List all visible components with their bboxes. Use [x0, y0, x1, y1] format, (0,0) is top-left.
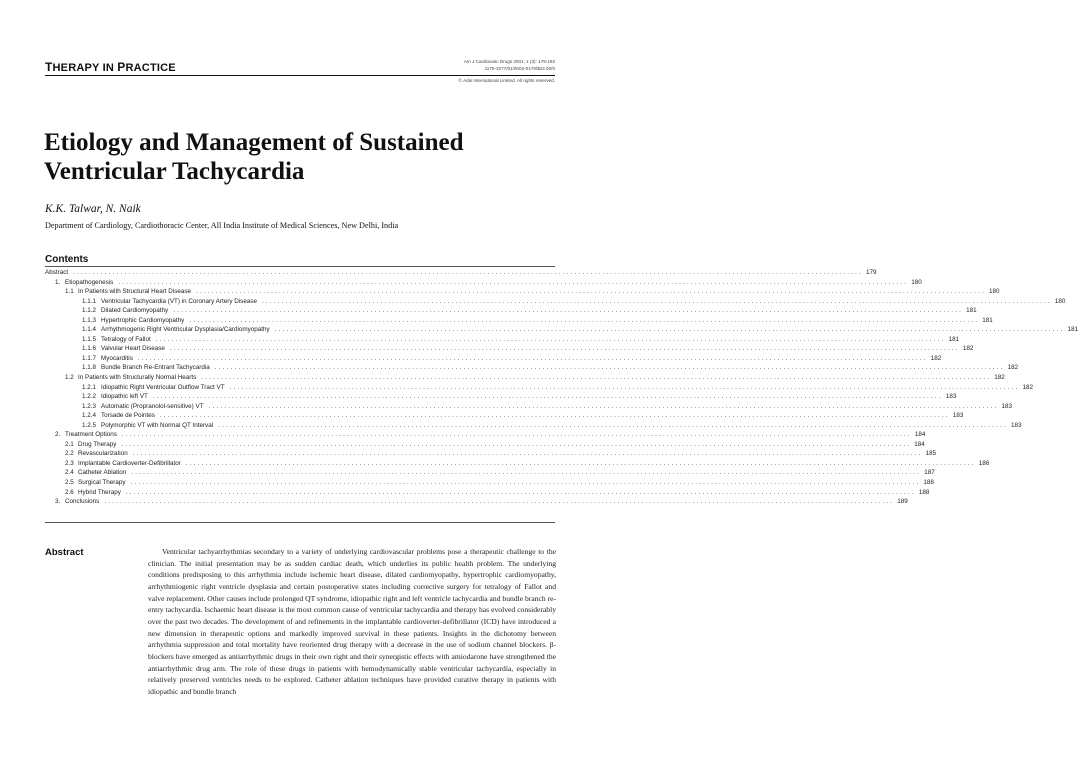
toc-entry-label: Revascularization: [78, 450, 128, 458]
toc-leader-dots: ........................................................................................................................................................................................................: [185, 459, 976, 467]
toc-leader-dots: ........................................................................................................................................................................................................: [214, 364, 1005, 372]
toc-leader-dots: ........................................................................................................................................................................................................: [73, 269, 864, 276]
toc-leader-dots: ........................................................................................................................................................................................................: [104, 498, 895, 506]
toc-leader-dots: ........................................................................................................................................................................................................: [137, 354, 928, 362]
toc-entry-number: 1.1.1: [82, 297, 97, 305]
toc-entry-page: 185: [925, 450, 937, 458]
toc-leader-dots: ........................................................................................................................................................................................................: [131, 469, 922, 477]
toc-entry-label: Myocarditis: [101, 354, 133, 362]
toc-entry-number: 1.2.4: [82, 412, 97, 420]
toc-entry: [45, 402, 1012, 412]
toc-entry-number: 1.1.6: [82, 345, 97, 353]
toc-entry-number: 1.1: [65, 288, 74, 296]
toc-leader-dots: ........................................................................................................................................................................................................: [261, 297, 1052, 305]
toc-entry-page: 183: [1011, 421, 1022, 429]
toc-entry-number: 2.2: [65, 450, 74, 458]
toc-entry-number: 1.1.5: [82, 335, 97, 343]
toc-leader-dots: ........................................................................................................................................................................................................: [118, 278, 909, 286]
toc-entry-page: 184: [914, 440, 925, 448]
toc-entry: [45, 411, 964, 421]
toc-entry-number: 2.3: [65, 459, 74, 467]
toc-leader-dots: ........................................................................................................................................................................................................: [121, 440, 912, 448]
toc-entry-page: 182: [1022, 383, 1033, 391]
toc-entry: [45, 440, 925, 450]
section-label-part2: RACTICE: [125, 62, 176, 74]
contents-heading: Contents: [45, 254, 89, 265]
toc-entry-page: 181: [948, 335, 960, 343]
toc-entry-page: 188: [918, 488, 930, 496]
toc-entry-page: 182: [1007, 364, 1019, 372]
toc-entry-number: 1.2.1: [82, 383, 97, 391]
toc-entry: [45, 421, 1022, 431]
toc-entry-page: 179: [866, 269, 877, 276]
toc-leader-dots: ........................................................................................................................................................................................................: [155, 335, 946, 343]
toc-entry-number: 1.2.2: [82, 393, 97, 401]
title-line-1: Etiology and Management of Sustained: [44, 129, 464, 156]
journal-citation: [464, 59, 555, 72]
toc-leader-dots: ........................................................................................................................................................................................................: [196, 288, 986, 296]
toc-entry-label: In Patients with Structural Heart Disease: [78, 288, 192, 296]
toc-entry-number: 1.1.8: [82, 364, 97, 372]
toc-entry: [45, 278, 922, 288]
toc-entry-label: Torsade de Pointes: [101, 412, 155, 420]
toc-entry-number: 1.2: [65, 374, 74, 382]
toc-entry-label: Surgical Therapy: [78, 479, 126, 487]
toc-entry: [45, 306, 977, 316]
toc-leader-dots: ........................................................................................................................................................................................................: [130, 479, 921, 487]
toc-leader-dots: ........................................................................................................................................................................................................: [274, 326, 1065, 334]
toc-entry-page: 183: [952, 412, 964, 420]
toc-entry-label: Dilated Cardiomyopathy: [101, 307, 169, 315]
toc-entry-label: Automatic (Propranolol-sensitive) VT: [101, 402, 204, 410]
toc-leader-dots: ........................................................................................................................................................................................................: [169, 345, 960, 353]
toc-entry-page: 181: [982, 316, 993, 324]
toc-leader-dots: ........................................................................................................................................................................................................: [229, 383, 1020, 391]
toc-entry-number: 1.1.3: [82, 316, 97, 324]
toc-entry-label: Ventricular Tachycardia (VT) in Coronary Artery Disease: [101, 297, 257, 305]
toc-entry: [45, 316, 993, 326]
toc-entry-label: Bundle Branch Re-Entrant Tachycardia: [101, 364, 210, 372]
toc-entry-page: 182: [930, 354, 942, 362]
copyright-notice: © Adis International Limited. All rights reserved.: [458, 78, 555, 83]
toc-leader-dots: ........................................................................................................................................................................................................: [152, 393, 943, 401]
section-label-part1: HERAPY IN: [52, 62, 118, 74]
toc-entry: [45, 488, 930, 498]
toc-leader-dots: ........................................................................................................................................................................................................: [208, 402, 999, 410]
toc-entry-label: Polymorphic VT with Normal QT Interval: [101, 421, 214, 429]
toc-entry-number: 1.1.2: [82, 307, 97, 315]
toc-entry: [45, 430, 926, 440]
contents-rule: [45, 266, 555, 267]
toc-entry-page: 182: [994, 374, 1005, 382]
article-title: [44, 128, 564, 186]
toc-entry-label: Tetralogy of Fallot: [101, 335, 151, 343]
toc-entry-number: 1.1.4: [82, 326, 97, 334]
toc-entry-label: Valvular Heart Disease: [101, 345, 165, 353]
toc-entry-number: 1.2.5: [82, 421, 97, 429]
toc-entry-page: 182: [962, 345, 974, 353]
toc-entry-page: 188: [923, 479, 934, 487]
header-rule: [45, 75, 555, 76]
toc-entry: [45, 354, 942, 364]
toc-entry-label: Hybrid Therapy: [78, 488, 121, 496]
toc-entry-page: 186: [978, 459, 990, 467]
toc-entry-label: In Patients with Structurally Normal Hearts: [78, 374, 197, 382]
toc-leader-dots: ........................................................................................................................................................................................................: [125, 488, 916, 496]
toc-entry-label: Catheter Ablation: [78, 469, 127, 477]
toc-entry-label: Hypertrophic Cardiomyopathy: [101, 316, 185, 324]
toc-entry: [45, 297, 1066, 307]
toc-entry: [45, 497, 908, 507]
toc-entry-number: 2.1: [65, 440, 74, 448]
toc-entry: [45, 468, 935, 478]
toc-entry-label: Idiopathic left VT: [101, 393, 148, 401]
toc-entry-label: Arrhythmogenic Right Ventricular Dysplasia/Cardiomyopathy: [101, 326, 270, 334]
section-label-initial-2: P: [117, 60, 126, 74]
toc-entry: [45, 335, 960, 345]
toc-entry: [45, 383, 1033, 393]
toc-leader-dots: ........................................................................................................................................................................................................: [173, 307, 964, 315]
toc-leader-dots: ........................................................................................................................................................................................................: [201, 374, 992, 382]
toc-entry-page: 181: [966, 307, 977, 315]
toc-entry-page: 183: [1001, 402, 1012, 410]
abstract-heading: Abstract: [45, 547, 84, 558]
toc-entry-label: Implantable Cardioverter-Defibrillator: [78, 459, 181, 467]
toc-entry-number: 1.1.7: [82, 354, 97, 362]
toc-entry-page: 184: [914, 431, 926, 439]
toc-entry: [45, 325, 1078, 335]
title-line-2: Ventricular Tachycardia: [44, 158, 305, 185]
citation-line-2: 1175-3277/01/0003-0179/$22.00/0: [484, 65, 555, 71]
abstract-body: Ventricular tachyarrhythmias secondary to a variety of underlying cardiovascular problems pose a therapeutic challenge to the clinician. The initial presentation may be as sudden cardiac death, which underlies its public health problem. The underlying conditions predisposing to this arrhythmia include ischemic heart disease, dilated cardiomyopathy, hypertrophic cardiomyopathy, arrhythmiogenic right ventricle dysplasia and certain postoperative states including corrective surgery for tetralogy of Fallot and valve replacement. Other causes include prolonged QT syndrome, idiopathic right and left ventricle tachycardia and bundle branch re-entry tachycardia. Ischaemic heart disease is the most common cause of ventricular tachycardia and therapy has evolved considerably over the past two decades. The development of and refinements in the implantable cardioverter-defibrillator (ICD) have introduced a new dimension in therapeutic options and markedly improved survival in these patients. Insights in the dichotomy between arrhythmia suppression and total mortality have reoriented drug therapy with a decrease in the use of sodium channel blockers. β-blockers have emerged as antiarrhythmic drugs in their own right and their synergistic effects with amiodarone have strengthened the antiarrhythmic drug arm. The role of these drugs in patients with hemodynamically stable ventricular tachycardia, especially in relatively preserved ventricles needs to be explored. Catheter ablation techniques have provided curative therapy in patients with idiopathic and bundle branch: [148, 547, 556, 696]
toc-entry-label: Treatment Options: [65, 431, 117, 439]
toc-entry: [45, 363, 1019, 373]
authors: K.K. Talwar, N. Naik: [45, 203, 141, 215]
toc-entry-page: 181: [1067, 326, 1078, 334]
toc-leader-dots: ........................................................................................................................................................................................................: [132, 450, 923, 458]
toc-leader-dots: ........................................................................................................................................................................................................: [159, 412, 950, 420]
toc-entry-label: Drug Therapy: [78, 440, 117, 448]
toc-entry-number: 2.6: [65, 488, 74, 496]
toc-entry-page: 189: [897, 498, 908, 506]
toc-entry-page: 180: [1054, 297, 1066, 305]
toc-entry-label: Idiopathic Right Ventricular Outflow Tract VT: [101, 383, 225, 391]
toc-entry-number: 2.: [55, 431, 61, 439]
toc-entry-number: 1.: [55, 278, 61, 286]
toc-entry: [45, 287, 1000, 297]
citation-line-1: Am J Cardiovasc Drugs 2001; 1 (3): 179-192: [463, 59, 555, 64]
toc-entry: [45, 373, 1005, 383]
affiliation: Department of Cardiology, Cardiothoracic Center, All India Institute of Medical Sciences, New Delhi, India: [45, 221, 399, 230]
toc-entry-page: 183: [945, 393, 957, 401]
table-of-contents: [45, 268, 1078, 507]
toc-entry-page: 180: [911, 278, 922, 286]
toc-leader-dots: ........................................................................................................................................................................................................: [189, 316, 980, 324]
toc-entry-number: 2.5: [65, 479, 74, 487]
toc-entry-number: 1.2.3: [82, 402, 97, 410]
toc-leader-dots: ........................................................................................................................................................................................................: [121, 431, 912, 439]
toc-entry-label: Abstract: [45, 269, 69, 276]
toc-entry: [45, 449, 937, 459]
journal-header: [45, 60, 555, 80]
toc-entry-label: Etiopathogenesis: [65, 278, 114, 286]
contents-bottom-rule: [45, 522, 555, 523]
toc-entry-number: 3.: [55, 498, 61, 506]
toc-entry: [45, 459, 990, 469]
section-label: [45, 60, 176, 74]
toc-entry: [45, 268, 877, 278]
toc-entry-page: 180: [988, 288, 1000, 296]
toc-entry: [45, 392, 957, 402]
toc-entry-number: 2.4: [65, 469, 74, 477]
toc-entry: [45, 478, 934, 488]
toc-entry-page: 187: [924, 469, 935, 477]
toc-entry-label: Conclusions: [65, 498, 100, 506]
toc-leader-dots: ........................................................................................................................................................................................................: [218, 421, 1009, 429]
section-label-initial: T: [45, 60, 53, 74]
toc-entry: [45, 344, 974, 354]
